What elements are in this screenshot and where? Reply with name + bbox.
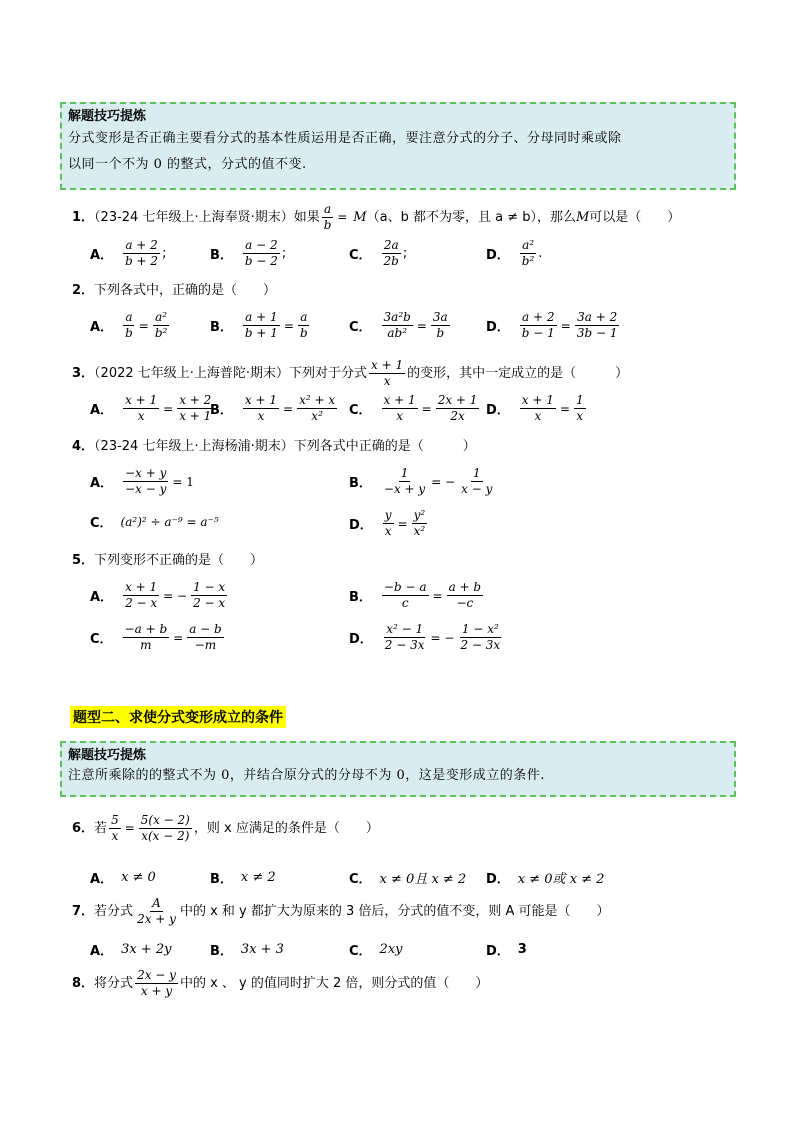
question-8: 8．将分式 $\frac{2x - y}{x + y}$ 中的 x 、 y 的值同时扩大 2 倍，则分式的值（ ） [72, 968, 489, 998]
tip-line: 以同一个不为 0 的整式，分式的值不变. [68, 157, 307, 172]
option-c[interactable]: C． $\frac{2a}{2b}$ ; [349, 238, 408, 268]
option-c[interactable]: C． (a²)² ÷ a⁻⁹ = a⁻⁵ [90, 514, 219, 531]
fraction: $\frac{a}{b}$ [323, 202, 332, 232]
tip-title: 解题技巧提炼 [68, 748, 147, 763]
question-1: 1．（23-24 七年级上·上海奉贤·期末）如果 $\frac{a}{b}$ = M（a、b 都不为零，且 a ≠ b），那么M可以是（ ） [72, 202, 681, 232]
option-b[interactable]: B． x ≠ 2 [210, 870, 276, 887]
option-a[interactable]: A． $\frac{-x + y}{-x - y}$ = 1 [90, 466, 194, 496]
tip-line: 分式变形是否正确主要看分式的基本性质运用是否正确，要注意分式的分子、分母同时乘或除 [68, 131, 622, 146]
question-5: 5．下列变形不正确的是（ ） [72, 553, 264, 568]
option-b[interactable]: B． $\frac{a - 2}{b - 2}$ ; [210, 238, 287, 268]
option-c[interactable]: C． $\frac{-a + b}{m}$ = $\frac{a - b}{-m}$ [90, 622, 222, 652]
option-d[interactable]: D． x ≠ 0或 x ≠ 2 [486, 872, 605, 887]
question-7: 7．若分式 $\frac{A}{2x + y}$ 中的 x 和 y 都扩大为原来的 3 倍后，分式的值不变，则 A 可能是（ ） [72, 896, 610, 926]
option-a[interactable]: A． 3x + 2y [90, 942, 172, 959]
section-heading: 题型二、求使分式变形成立的条件 [70, 706, 286, 728]
option-d[interactable]: D． $\frac{x + 1}{x}$ = $\frac{1}{x}$ [486, 393, 584, 423]
question-3: 3．（2022 七年级上·上海普陀·期末）下列对于分式 $\frac{x + 1}{x}$ 的变形，其中一定成立的是（ ） [72, 358, 629, 388]
option-d[interactable]: D． $\frac{a + 2}{b - 1}$ = $\frac{3a + 2}{3b - 1}$ [486, 310, 618, 340]
tip-box-2 [60, 741, 736, 797]
option-c[interactable]: C． $\frac{x + 1}{x}$ = $\frac{2x + 1}{2x}$ [349, 393, 478, 423]
tip-title: 解题技巧提炼 [68, 109, 147, 124]
option-a[interactable]: A． $\frac{x + 1}{x}$ = $\frac{x + 2}{x + 1}$ [90, 393, 212, 423]
question-2: 2．下列各式中，正确的是（ ） [72, 283, 277, 298]
tip-line: 注意所乘除的的整式不为 0，并结合原分式的分母不为 0，这是变形成立的条件. [68, 768, 545, 783]
tip-box-1 [60, 102, 736, 190]
option-c[interactable]: C． x ≠ 0且 x ≠ 2 [349, 872, 467, 887]
option-d[interactable]: D． $\frac{y}{x}$ = $\frac{\text{y²}}{\text{x²}}$ [349, 508, 426, 538]
option-d[interactable]: D． 3 [486, 942, 527, 959]
option-b[interactable]: B． $\frac{x + 1}{x}$ = $\frac{\text{x² + x}}{\text{x²}}$ [210, 393, 336, 423]
option-b[interactable]: B． 3x + 3 [210, 942, 284, 959]
option-a[interactable]: A． x ≠ 0 [90, 870, 156, 887]
option-c[interactable]: C． $\frac{\text{3a²b}}{\text{ab²}}$ = $\frac{3a}{b}$ [349, 310, 448, 340]
option-b[interactable]: B． $\frac{-b - a}{c}$ = $\frac{a + b}{-c}$ [349, 580, 482, 610]
option-a[interactable]: A． $\frac{a}{b}$ = $\frac{\text{a²}}{\text{b²}}$ [90, 310, 168, 340]
option-a[interactable]: A． $\frac{a + 2}{b + 2}$ ; [90, 238, 167, 268]
option-d[interactable]: D． $\frac{\text{a²}}{\text{b²}}$ . [486, 238, 543, 268]
option-d[interactable]: D． $\frac{\text{x² − 1}}{2 - 3x}$ = − $\frac{\text{1 − x²}}{2 - 3x}$ [349, 622, 501, 652]
question-4: 4．（23-24 七年级上·上海杨浦·期末）下列各式中正确的是（ ） [72, 439, 476, 454]
option-b[interactable]: B． $\frac{a + 1}{b + 1}$ = $\frac{a}{b}$ [210, 310, 308, 340]
option-b[interactable]: B． $\frac{1}{-x + y}$ = − $\frac{1}{x - y}$ [349, 466, 493, 496]
question-6: 6．若 $\frac{5}{x}$ = $\frac{5(x - 2)}{x(x - 2)}$ ，则 x 应满足的条件是（ ） [72, 813, 379, 843]
option-c[interactable]: C． 2xy [349, 942, 403, 959]
option-a[interactable]: A． $\frac{x + 1}{2 - x}$ = − $\frac{1 - x}{2 - x}$ [90, 580, 226, 610]
